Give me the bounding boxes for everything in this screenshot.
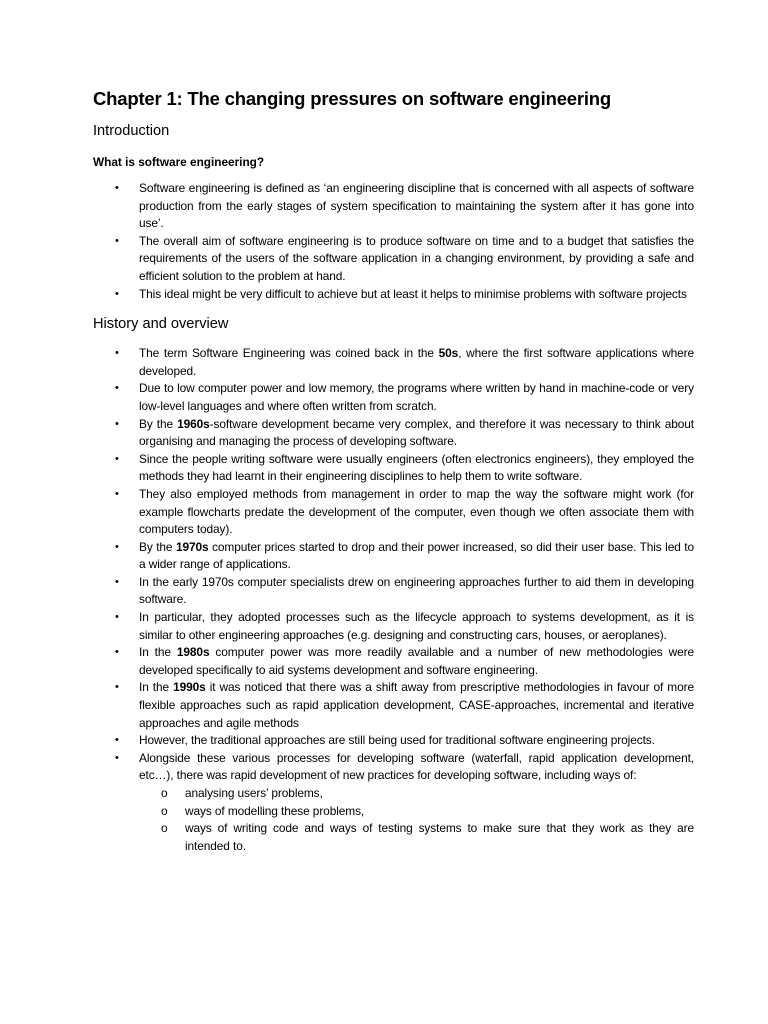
- list-item: • In the 1980s computer power was more readily available and a number of new methodologies were developed specifically to aid systems development and software engineering.: [115, 645, 694, 677]
- sub-list-item: o analysing users’ problems,: [139, 785, 694, 803]
- bullet-icon: •: [115, 751, 119, 764]
- list-item: • By the 1960s-software development became very complex, and therefore it was necessary to think about organising and managing the process of developing software.: [115, 416, 694, 449]
- bullet-icon: •: [115, 681, 119, 694]
- list-item: • In the 1990s it was noticed that there was a shift away from prescriptive methodologies in favour of more flexible approaches such as rapid application development, CASE-approaches, incremental and iterative approaches and agile methods: [115, 680, 694, 730]
- bullet-icon: •: [115, 417, 119, 430]
- bullet-icon: •: [115, 182, 119, 194]
- list-item: • Since the people writing software were usually engineers (often electronics engineers), they employed the methods they had learnt in their engineering disciplines to help them to write software.: [115, 451, 694, 484]
- history-heading: History and overview: [93, 316, 229, 333]
- circle-bullet-icon: o: [161, 821, 168, 836]
- introduction-heading: Introduction: [93, 123, 170, 139]
- circle-bullet-icon: o: [161, 786, 168, 800]
- list-item: • However, the traditional approaches are still being used for traditional software engineering projects.: [93, 732, 694, 750]
- list-item: • Software engineering is defined as ‘an engineering discipline that is concerned with all aspects of software production from the early stages of system specification to maintaining the system after it has gone into use’.: [115, 181, 694, 231]
- list-item: • The overall aim of software engineering is to produce software on time and to a budget that satisfies the requirements of the users of the software application in a changing environment, by providing a safe and efficient solution to the problem at hand.: [115, 233, 694, 283]
- what-is-se-subheading: What is software engineering?: [93, 155, 265, 169]
- bullet-icon: •: [115, 540, 119, 553]
- list-item: • This ideal might be very difficult to achieve but at least it helps to minimise problems with software projects: [93, 286, 694, 304]
- bullet-icon: •: [115, 234, 119, 247]
- sub-list-item: o ways of modelling these problems,: [139, 803, 694, 821]
- list-item: • By the 1970s computer prices started to drop and their power increased, so did their user base. This led to a wider range of applications.: [115, 539, 694, 572]
- sub-list-item: o ways of writing code and ways of testing systems to make sure that they work as they are intended to.: [161, 821, 694, 853]
- list-item: • In particular, they adopted processes such as the lifecycle approach to systems development, as it is similar to other engineering approaches (e.g. designing and constructing cars, houses, or aeroplanes).: [115, 610, 694, 642]
- list-item: • Alongside these various processes for developing software (waterfall, rapid application development, etc…), there was rapid development of new practices for developing software, including ways of: o analysing users’ problems, o ways of modelling these problems, o ways of writing code and ways of testing systems to make sure that they work as they are intended to.: [93, 750, 694, 856]
- sub-list: [139, 785, 694, 855]
- list-item: • The term Software Engineering was coined back in the 50s, where the first software applications where developed.: [115, 346, 694, 378]
- bullet-icon: •: [115, 575, 119, 588]
- bullet-icon: •: [115, 734, 119, 747]
- introduction-list: [93, 180, 694, 303]
- bullet-icon: •: [115, 287, 119, 300]
- list-item: • In the early 1970s computer specialists drew on engineering approaches further to aid them in developing software.: [115, 574, 694, 607]
- bullet-icon: •: [115, 611, 119, 624]
- bullet-icon: •: [115, 382, 119, 395]
- bullet-icon: •: [115, 452, 119, 465]
- circle-bullet-icon: o: [161, 803, 168, 818]
- bullet-icon: •: [115, 646, 119, 659]
- chapter-title: Chapter 1: The changing pressures on software engineering: [93, 88, 612, 109]
- bullet-icon: •: [115, 487, 119, 500]
- history-list: [93, 345, 694, 855]
- list-item: • They also employed methods from management in order to map the way the software might work (for example flowcharts predate the development of the computer, even though we often associate them with computers today).: [115, 486, 694, 537]
- bullet-icon: •: [115, 347, 119, 360]
- document-page: [93, 88, 694, 855]
- list-item: • Due to low computer power and low memory, the programs where written by hand in machine-code or very low-level languages and where often written from scratch.: [115, 381, 694, 413]
